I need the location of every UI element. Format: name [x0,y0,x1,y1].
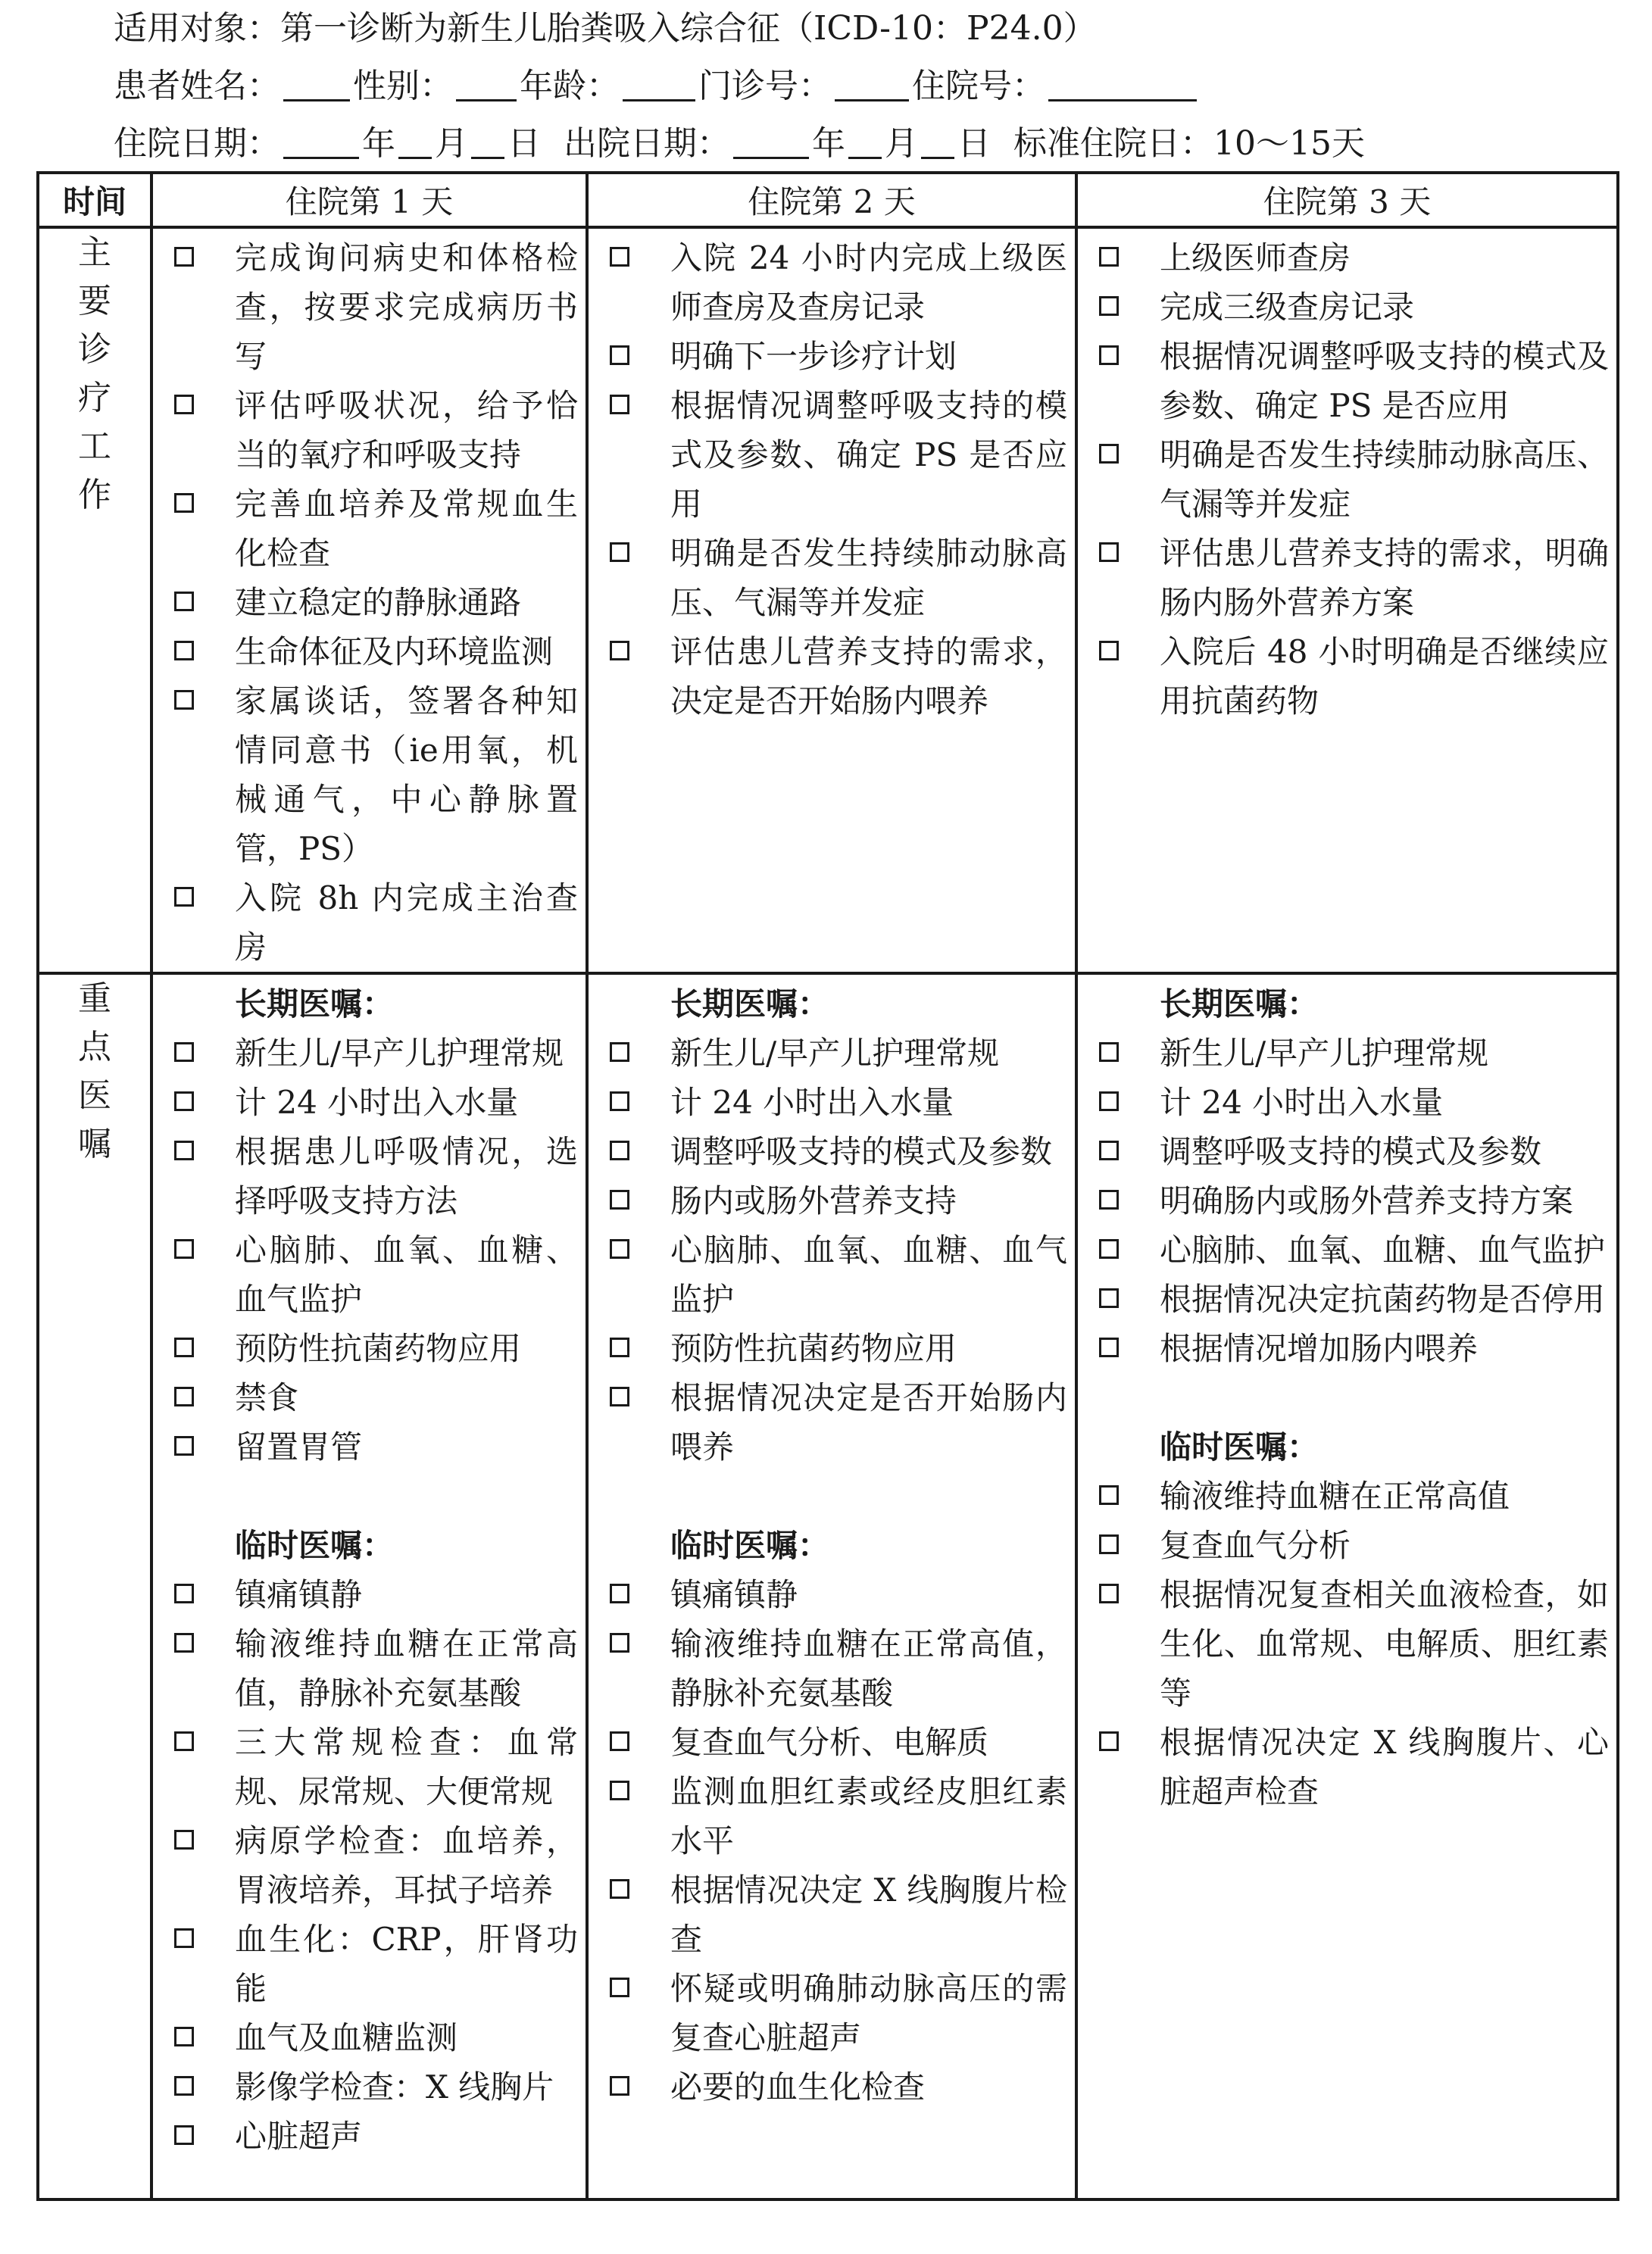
checklist-item-text: 心脑肺、血氧、血糖、血气监护 [235,1232,578,1318]
checklist-item [174,2062,578,2112]
checklist-item-text: 镇痛镇静 [235,1576,363,1613]
checkbox[interactable] [1099,1288,1119,1308]
checkbox[interactable] [1099,1584,1119,1603]
checklist-item [174,578,578,627]
age-field[interactable] [623,64,695,101]
checkbox[interactable] [610,1584,629,1603]
checklist-item [610,1718,1067,1767]
checklist-item [1099,529,1609,627]
checkbox[interactable] [610,1042,629,1062]
checklist-item-text: 建立稳定的静脉通路 [235,584,522,621]
clinical-pathway-table [36,171,1619,2201]
checkbox[interactable] [610,1190,629,1210]
day-unit: 日 [957,124,991,163]
checkbox[interactable] [174,1633,194,1653]
checklist-item [174,1718,578,1816]
checkbox[interactable] [1099,444,1119,464]
checklist-item [610,1570,1067,1619]
admit-month-field[interactable] [398,122,432,159]
checklist-item-text: 影像学检查：X 线胸片 [235,2068,554,2106]
checklist-item-text: 评估患儿营养支持的需求，决定是否开始肠内喂养 [670,633,1067,720]
long-term-orders-heading: 长期医嘱： [670,985,830,1022]
checklist-item-text: 明确肠内或肠外营养支持方案 [1160,1182,1574,1219]
temporary-orders-heading: 临时医嘱： [1160,1428,1319,1466]
checklist-item [174,1422,578,1472]
checklist-item-text: 怀疑或明确肺动脉高压的需复查心脏超声 [670,1970,1067,2056]
checklist-item-text: 三大常规检查：血常规、尿常规、大便常规 [235,1724,578,1810]
checkbox[interactable] [174,1239,194,1259]
checkbox[interactable] [1099,1731,1119,1751]
checklist-item-text: 复查血气分析 [1160,1527,1351,1564]
dates-line [114,115,1598,173]
patient-info-line [114,58,1598,115]
checkbox[interactable] [174,1338,194,1357]
long-term-orders-heading: 长期医嘱： [235,985,395,1022]
checklist-item-text: 上级医师查房 [1160,239,1351,276]
day-unit: 日 [507,124,541,163]
checkbox[interactable] [174,1928,194,1948]
checklist-item-text: 输液维持血糖在正常高值，静脉补充氨基酸 [670,1625,1067,1712]
checkbox[interactable] [610,1387,629,1406]
checkbox[interactable] [1099,296,1119,316]
checklist-item [174,1816,578,1915]
year-unit: 年 [812,124,845,163]
orders-day3 [1076,973,1618,2199]
orders-day1 [151,973,587,2199]
gender-field[interactable] [456,64,517,101]
checklist-item [610,1127,1067,1176]
checklist-item [174,1570,578,1619]
checklist-item [1099,1472,1609,1521]
name-field[interactable] [283,64,350,101]
checkbox[interactable] [1099,542,1119,562]
checkbox[interactable] [610,641,629,660]
checkbox[interactable] [1099,345,1119,365]
table-header-row [38,173,1618,227]
checklist-item [174,381,578,479]
checklist-item-text: 评估呼吸状况，给予恰当的氧疗和呼吸支持 [235,387,578,473]
checklist-item [174,1225,578,1324]
checklist-item [1099,430,1609,529]
checklist-item-text: 明确下一步诊疗计划 [670,338,957,375]
form-header [114,0,1598,173]
checklist-item-text: 输液维持血糖在正常高值 [1160,1478,1510,1515]
checklist-item [610,1373,1067,1472]
checkbox[interactable] [174,1731,194,1751]
name-label: 患者姓名： [114,67,280,105]
checklist-item [174,676,578,873]
checkbox[interactable] [174,395,194,414]
checklist-item-text: 心脑肺、血氧、血糖、血气监护 [1160,1232,1606,1269]
checkbox[interactable] [174,641,194,660]
temporary-orders-heading: 临时医嘱： [235,1527,395,1564]
checklist-item [174,1324,578,1373]
checklist-item-text: 根据情况调整呼吸支持的模式及参数、确定 PS 是否应用 [670,387,1067,523]
checkbox[interactable] [610,1239,629,1259]
checkbox[interactable] [174,1042,194,1062]
checklist-item-text: 计 24 小时出入水量 [670,1084,954,1121]
checklist-item [610,1964,1067,2062]
checklist-item-text: 明确是否发生持续肺动脉高压、气漏等并发症 [670,535,1067,621]
checklist-item [174,2013,578,2062]
checklist-item [610,381,1067,529]
checklist-item [174,233,578,381]
checklist-item [174,1127,578,1225]
checklist-item [1099,1078,1609,1127]
day1-header: 住院第 1 天 [151,173,587,227]
checkbox[interactable] [174,1141,194,1160]
checklist-item [1099,1275,1609,1324]
checklist-item-text: 监测血胆红素或经皮胆红素水平 [670,1773,1067,1859]
checklist-item [174,1915,578,2013]
checklist-item [174,627,578,676]
checklist-item [1099,1029,1609,1078]
checklist-item-text: 预防性抗菌药物应用 [670,1330,957,1367]
month-unit: 月 [435,124,468,163]
checklist-item [1099,1225,1609,1275]
clinic-label: 门诊号： [698,67,832,105]
checklist-item [174,2112,578,2161]
checklist-item-text: 根据情况决定 X 线胸腹片检查 [670,1872,1067,1958]
checklist-item-text: 入院 24 小时内完成上级医师查房及查房记录 [670,239,1067,326]
main-work-row [38,227,1618,973]
checklist-item-text: 病原学检查：血培养，胃液培养，耳拭子培养 [235,1822,578,1909]
checkbox[interactable] [1099,1338,1119,1357]
checklist-item-text: 复查血气分析、电解质 [670,1724,989,1761]
checkbox[interactable] [174,493,194,513]
discharge-year-field[interactable] [733,122,809,159]
checkbox[interactable] [1099,1485,1119,1505]
checklist-item [610,1078,1067,1127]
checklist-item [1099,233,1609,283]
checklist-item-text: 计 24 小时出入水量 [235,1084,519,1121]
checklist-item-text: 计 24 小时出入水量 [1160,1084,1444,1121]
checkbox[interactable] [1099,1091,1119,1111]
checkbox[interactable] [174,592,194,611]
checklist-item-text: 输液维持血糖在正常高值，静脉补充氨基酸 [235,1625,578,1712]
checklist-item [610,1865,1067,1964]
checklist-item-text: 留置胃管 [235,1428,363,1466]
discharge-day-field[interactable] [921,122,954,159]
orders-day2 [587,973,1076,2199]
month-unit: 月 [885,124,918,163]
checklist-item-text: 根据情况增加肠内喂养 [1160,1330,1479,1367]
checkbox[interactable] [174,247,194,267]
main-work-label: 主 要 诊 疗 工 作 [38,227,151,973]
checkbox[interactable] [1099,247,1119,267]
checklist-item-text: 新生儿/早产儿护理常规 [235,1035,564,1072]
checklist-item [1099,627,1609,726]
inpatient-label: 住院号： [912,67,1045,105]
discharge-label: 出院日期： [564,124,730,163]
checkbox[interactable] [174,1436,194,1456]
main-work-day2 [587,227,1076,973]
checklist-item-text: 新生儿/早产儿护理常规 [670,1035,1000,1072]
checklist-item-text: 血气及血糖监测 [235,2019,458,2056]
checklist-item [174,479,578,578]
checkbox[interactable] [1099,1534,1119,1554]
year-unit: 年 [362,124,395,163]
checkbox[interactable] [174,2027,194,2046]
checklist-item-text: 新生儿/早产儿护理常规 [1160,1035,1489,1072]
checkbox[interactable] [1099,1042,1119,1062]
checkbox[interactable] [1099,1239,1119,1259]
checklist-item-text: 镇痛镇静 [670,1576,798,1613]
admit-day-field[interactable] [471,122,504,159]
day2-header: 住院第 2 天 [587,173,1076,227]
checklist-item [610,233,1067,332]
checklist-item-text: 入院后 48 小时明确是否继续应用抗菌药物 [1160,633,1609,720]
time-header: 时间 [38,173,151,227]
checkbox[interactable] [610,395,629,414]
checklist-item-text: 完成三级查房记录 [1160,289,1415,326]
checklist-item-text: 肠内或肠外营养支持 [670,1182,957,1219]
checklist-item-text: 根据情况决定是否开始肠内喂养 [670,1379,1067,1466]
checkbox[interactable] [174,1387,194,1406]
checklist-item-text: 完成询问病史和体格检查，按要求完成病历书写 [235,239,578,375]
temporary-orders-heading: 临时医嘱： [670,1527,830,1564]
checklist-item-text: 完善血培养及常规血生化检查 [235,485,578,572]
checkbox[interactable] [610,1633,629,1653]
checkbox[interactable] [174,887,194,907]
checkbox[interactable] [174,1584,194,1603]
checklist-item [1099,283,1609,332]
key-orders-row [38,973,1618,2199]
checklist-item-text: 血生化：CRP，肝肾功能 [235,1921,578,2007]
checkbox[interactable] [1099,1141,1119,1160]
checklist-item [174,1029,578,1078]
checklist-item-text: 调整呼吸支持的模式及参数 [1160,1133,1542,1170]
checklist-item-text: 调整呼吸支持的模式及参数 [670,1133,1053,1170]
main-work-day1 [151,227,587,973]
checkbox[interactable] [610,1879,629,1899]
main-work-day3 [1076,227,1618,973]
checklist-item [1099,1521,1609,1570]
checklist-item [610,1767,1067,1865]
checklist-item-text: 根据患儿呼吸情况，选择呼吸支持方法 [235,1133,578,1219]
checkbox[interactable] [610,1978,629,1997]
checklist-item [610,529,1067,627]
discharge-month-field[interactable] [848,122,882,159]
clinic-number-field[interactable] [835,64,909,101]
checkbox[interactable] [610,1731,629,1751]
checklist-item [610,1619,1067,1718]
checklist-item-text: 根据情况调整呼吸支持的模式及参数、确定 PS 是否应用 [1160,338,1609,424]
checkbox[interactable] [174,1091,194,1111]
checklist-item-text: 根据情况复查相关血液检查，如生化、血常规、电解质、胆红素等 [1160,1576,1609,1712]
checklist-item-text: 必要的血生化检查 [670,2068,926,2106]
checklist-item [610,2062,1067,2112]
key-orders-label: 重 点 医 嘱 [38,973,151,2199]
checkbox[interactable] [174,2076,194,2096]
checklist-item [610,1176,1067,1225]
checklist-item [1099,1324,1609,1373]
checkbox[interactable] [174,690,194,710]
checklist-item [1099,1718,1609,1816]
age-label: 年龄： [520,67,620,105]
standard-stay: 标准住院日：10～15天 [1013,124,1365,163]
checkbox[interactable] [174,1830,194,1850]
checklist-item [1099,332,1609,430]
checklist-item-text: 根据情况决定 X 线胸腹片、心脏超声检查 [1160,1724,1609,1810]
inpatient-number-field[interactable] [1048,64,1197,101]
long-term-orders-heading: 长期医嘱： [1160,985,1319,1022]
checkbox[interactable] [610,1781,629,1800]
checklist-item [1099,1127,1609,1176]
checklist-item [174,1373,578,1422]
checkbox[interactable] [610,345,629,365]
checklist-item-text: 心脑肺、血氧、血糖、血气监护 [670,1232,1067,1318]
applicable-line: 适用对象：第一诊断为新生儿胎粪吸入综合征（ICD-10：P24.0） [114,9,1097,48]
checklist-item [1099,1176,1609,1225]
checkbox[interactable] [1099,641,1119,660]
checkbox[interactable] [610,1091,629,1111]
checkbox[interactable] [174,2125,194,2145]
checklist-item [610,1225,1067,1324]
checklist-item-text: 家属谈话，签署各种知情同意书（ie用氧，机械通气，中心静脉置管，PS） [235,682,578,867]
checklist-item-text: 禁食 [235,1379,299,1416]
checkbox[interactable] [610,542,629,562]
checklist-item-text: 预防性抗菌药物应用 [235,1330,522,1367]
admit-label: 住院日期： [114,124,280,163]
checklist-item [610,627,1067,726]
checklist-item [174,1619,578,1718]
checklist-item [610,1324,1067,1373]
checkbox[interactable] [610,1338,629,1357]
checklist-item [610,332,1067,381]
checklist-item [174,1078,578,1127]
checklist-item-text: 评估患儿营养支持的需求，明确肠内肠外营养方案 [1160,535,1609,621]
checkbox[interactable] [610,2076,629,2096]
gender-label: 性别： [353,67,453,105]
checklist-item-text: 入院 8h 内完成主治查房 [235,879,578,966]
checklist-item-text: 生命体征及内环境监测 [235,633,554,670]
checkbox[interactable] [1099,1190,1119,1210]
checkbox[interactable] [610,1141,629,1160]
admit-year-field[interactable] [283,122,359,159]
day3-header: 住院第 3 天 [1076,173,1618,227]
checklist-item [1099,1570,1609,1718]
checklist-item-text: 根据情况决定抗菌药物是否停用 [1160,1281,1606,1318]
checkbox[interactable] [610,247,629,267]
checklist-item-text: 心脏超声 [235,2118,363,2155]
checklist-item [174,873,578,972]
checklist-item-text: 明确是否发生持续肺动脉高压、气漏等并发症 [1160,436,1609,523]
checklist-item [610,1029,1067,1078]
